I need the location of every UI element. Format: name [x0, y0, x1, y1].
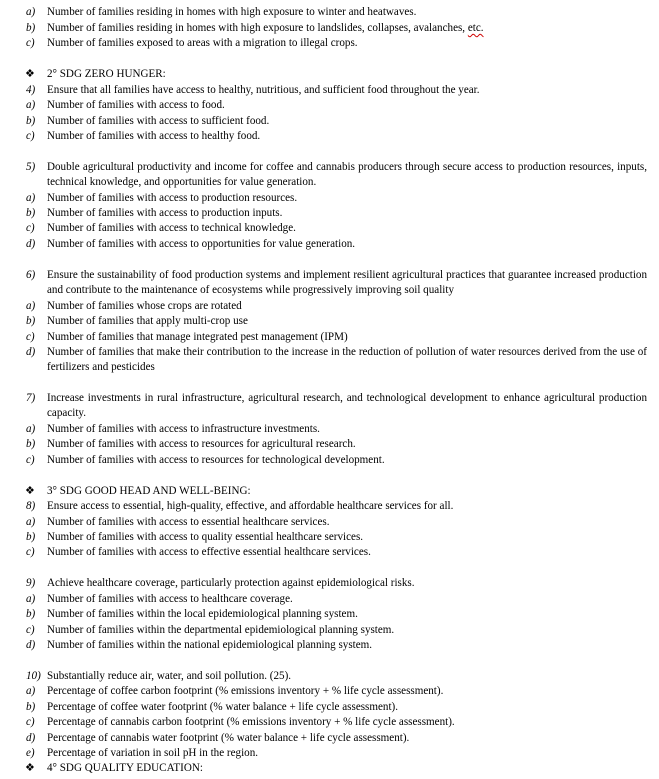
item-marker: a) [26, 192, 36, 204]
item-marker: c) [26, 624, 35, 636]
item-text: Number of families that make their contribution to the increase in the reduction of pollution of water resources derived from the use of fertilizers and pesticides [47, 346, 647, 374]
item-marker: c) [26, 37, 35, 49]
item-text: Number of families with access to infrastructure investments. [47, 423, 320, 435]
item-text: Double agricultural productivity and income for coffee and cannabis producers through secure access to production resources, inputs, technical knowledge, and opportunities for value generation. [47, 161, 647, 189]
item-text: Number of families with access to effective essential healthcare services. [47, 546, 371, 558]
item-text: Percentage of cannabis carbon footprint (% emissions inventory + % life cycle assessment). [47, 716, 455, 728]
item-marker: a) [26, 685, 36, 697]
item-marker: a) [26, 300, 36, 312]
item-text: Number of families with access to quality essential healthcare services. [47, 531, 364, 543]
item-marker: b) [26, 438, 36, 450]
item-marker: c) [26, 222, 35, 234]
item-marker: 4) [26, 84, 36, 96]
item-marker: a) [26, 423, 36, 435]
item-marker: 10) [26, 670, 41, 682]
item-marker: 5) [26, 161, 36, 173]
item-text: Number of families with access to healthcare coverage. [47, 593, 293, 605]
item-text: Number of families exposed to areas with a migration to illegal crops. [47, 37, 358, 49]
item-marker: c) [26, 546, 35, 558]
item-marker: a) [26, 593, 36, 605]
item-marker: d) [26, 238, 36, 250]
item-marker: e) [26, 747, 35, 759]
item-marker: b) [26, 315, 36, 327]
item-marker: d) [26, 732, 36, 744]
item-text: Percentage of coffee water footprint (% water balance + life cycle assessment). [47, 701, 399, 713]
item-marker: a) [26, 6, 36, 18]
item-text: Number of families whose crops are rotated [47, 300, 242, 312]
item-text: Number of families with access to sufficient food. [47, 115, 270, 127]
item-text: Ensure access to essential, high-quality, effective, and affordable healthcare services for all. [47, 500, 454, 512]
item-text: Percentage of cannabis water footprint (% water balance + life cycle assessment). [47, 732, 410, 744]
item-marker: b) [26, 701, 36, 713]
item-marker: a) [26, 516, 36, 528]
item-text: Number of families that apply multi-crop use [47, 315, 248, 327]
item-marker: c) [26, 331, 35, 343]
item-text-main: Number of families residing in homes with high exposure to landslides, collapses, avalanches, [47, 22, 468, 34]
item-text: Number of families with access to technical knowledge. [47, 222, 296, 234]
item-marker: 9) [26, 577, 36, 589]
item-marker: b) [26, 608, 36, 620]
item-marker: a) [26, 99, 36, 111]
item-text [47, 21, 647, 36]
section-heading-text: 2° SDG ZERO HUNGER: [47, 68, 166, 80]
item-text: Number of families with access to resources for agricultural research. [47, 438, 356, 450]
item-marker: 7) [26, 392, 36, 404]
item-text: Substantially reduce air, water, and soil pollution. (25). [47, 670, 292, 682]
item-text: Ensure that all families have access to healthy, nutritious, and sufficient food throughout the year. [47, 84, 480, 96]
spellcheck-word[interactable]: etc. [467, 22, 484, 34]
item-text: Increase investments in rural infrastructure, agricultural research, and technological development to enhance agricultural production capacity. [47, 392, 647, 420]
item-text: Number of families with access to production inputs. [47, 207, 283, 219]
item-text: Number of families with access to opportunities for value generation. [47, 238, 356, 250]
item-marker: c) [26, 716, 35, 728]
item-marker: b) [26, 531, 36, 543]
item-text: Percentage of variation in soil pH in the region. [47, 747, 259, 759]
section-heading-text: 4° SDG QUALITY EDUCATION: [47, 762, 203, 774]
diamond-bullet-icon: ❖ [25, 68, 35, 80]
section-heading-text: 3° SDG GOOD HEAD AND WELL-BEING: [47, 485, 251, 497]
item-text: Achieve healthcare coverage, particularly protection against epidemiological risks. [47, 577, 415, 589]
item-text: Number of families with access to essential healthcare services. [47, 516, 330, 528]
item-marker: d) [26, 346, 36, 358]
item-text: Number of families within the local epidemiological planning system. [47, 608, 358, 620]
item-marker: 8) [26, 500, 36, 512]
item-text: Number of families within the national epidemiological planning system. [47, 639, 373, 651]
item-text: Percentage of coffee carbon footprint (% emissions inventory + % life cycle assessment). [47, 685, 444, 697]
item-text: Number of families within the departmental epidemiological planning system. [47, 624, 395, 636]
item-marker: c) [26, 130, 35, 142]
item-marker: b) [26, 115, 36, 127]
item-marker: 6) [26, 269, 36, 281]
item-marker: b) [26, 207, 36, 219]
item-text: Number of families residing in homes with high exposure to winter and heatwaves. [47, 6, 417, 18]
item-text: Number of families that manage integrated pest management (IPM) [47, 331, 348, 343]
item-text: Ensure the sustainability of food production systems and implement resilient agricultural practices that guarantee increased production and contribute to the maintenance of ecosystems while progressively improving soil quality [47, 269, 647, 297]
item-text: Number of families with access to healthy food. [47, 130, 261, 142]
item-text: Number of families with access to food. [47, 99, 225, 111]
diamond-bullet-icon: ❖ [25, 485, 35, 497]
diamond-bullet-icon: ❖ [25, 762, 35, 774]
item-marker: b) [26, 22, 36, 34]
item-marker: d) [26, 639, 36, 651]
item-text: Number of families with access to resources for technological development. [47, 454, 385, 466]
item-text: Number of families with access to production resources. [47, 192, 298, 204]
item-marker: c) [26, 454, 35, 466]
